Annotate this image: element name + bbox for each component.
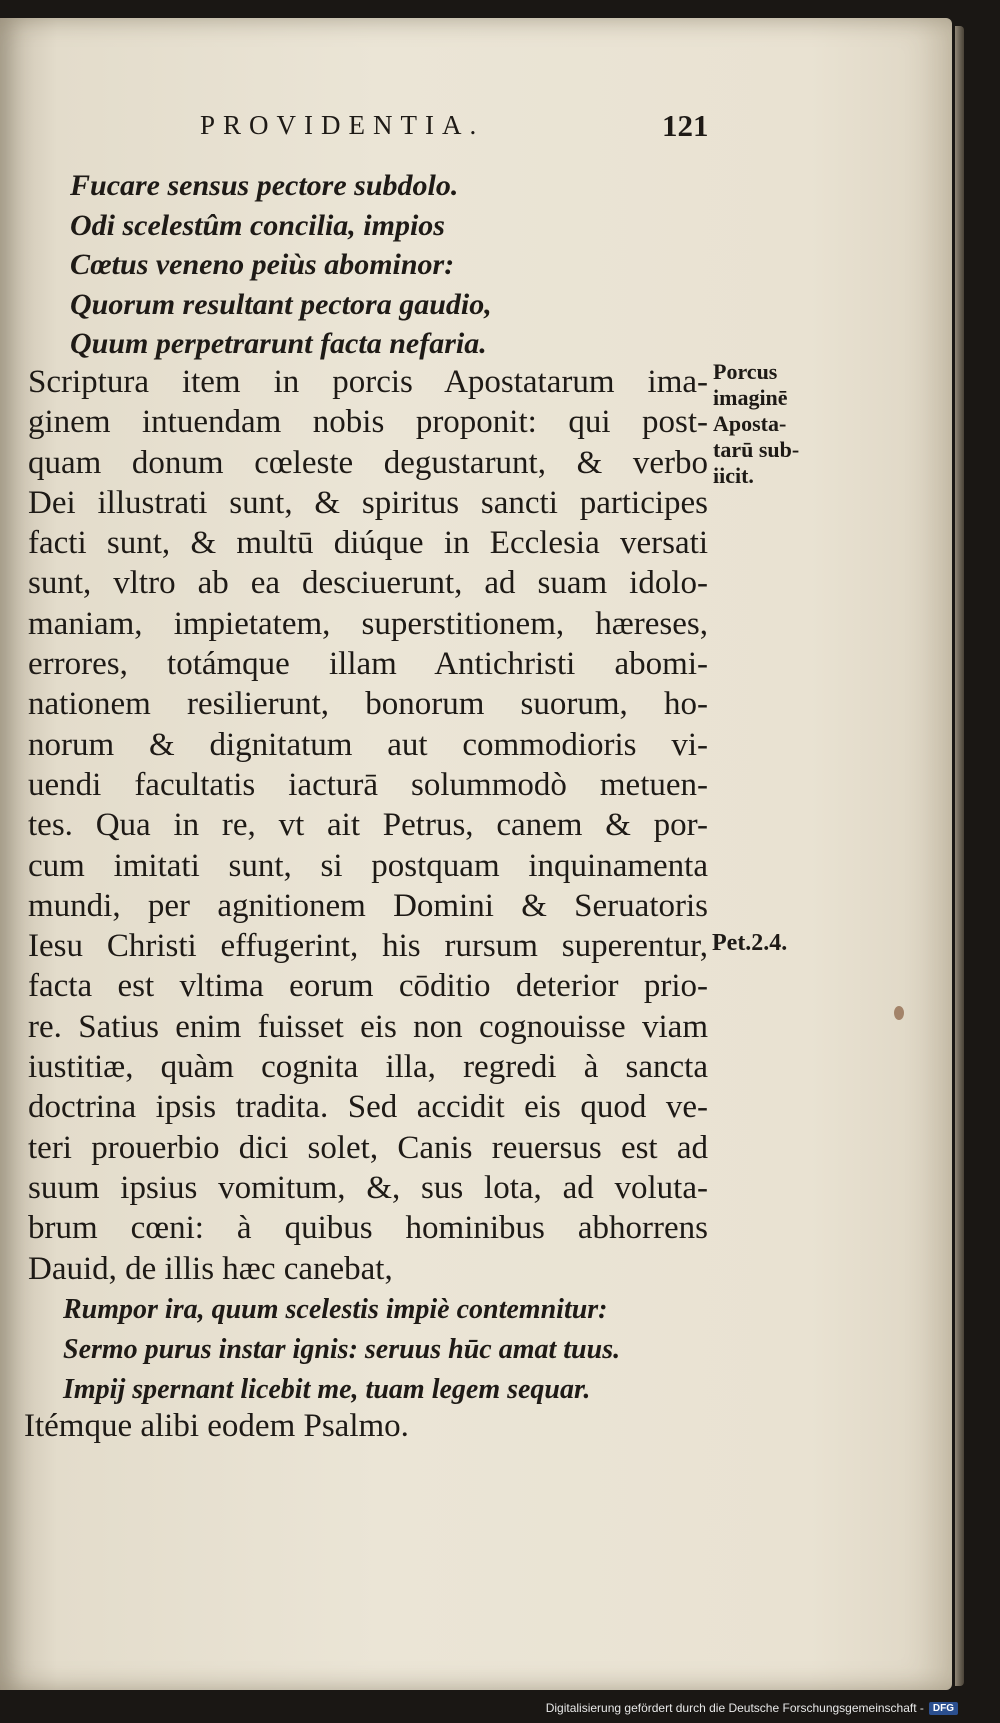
- digitization-credit: [546, 1701, 958, 1715]
- body-line: nationem resilierunt, bonorum suorum, ho-: [28, 686, 708, 723]
- marginal-line: tarū sub-: [713, 437, 800, 462]
- marginal-line: iicit.: [713, 463, 754, 488]
- body-line: doctrina ipsis tradita. Sed accidit eis quod ve-: [28, 1089, 708, 1126]
- body-line: brum cœni: à quibus hominibus abhorrens: [28, 1210, 708, 1247]
- verse-line: Quum perpetrarunt facta nefaria.: [70, 327, 487, 360]
- body-line: mundi, per agnitionem Domini & Seruatoris: [28, 887, 708, 924]
- body-line: tes. Qua in re, vt ait Petrus, canem & por-: [28, 807, 708, 844]
- body-line: facti sunt, & multū diúque in Ecclesia versati: [28, 525, 708, 562]
- body-line: Scriptura item in porcis Apostatarum ima-: [28, 364, 708, 400]
- body-line: Iesu Christi effugerint, his rursum superentur,: [28, 928, 708, 965]
- body-line: errores, totámque illam Antichristi abomi-: [28, 646, 708, 683]
- verse-line: Fucare sensus pectore subdolo.: [70, 169, 459, 202]
- body-line: re. Satius enim fuisset eis non cognouisse viam: [28, 1008, 708, 1045]
- credit-text: Digitalisierung gefördert durch die Deutsche Forschungsgemeinschaft -: [545, 1701, 924, 1715]
- verse-line: Odi scelestûm concilia, impios: [70, 208, 445, 242]
- body-line: cum imitati sunt, si postquam inquinamenta: [28, 847, 708, 884]
- body-line: Dei illustrati sunt, & spiritus sancti participes: [28, 484, 708, 521]
- verse-line: Cœtus veneno peiùs abominor:: [70, 248, 455, 281]
- page-number: 121: [662, 108, 709, 143]
- closing-line: Itémque alibi eodem Psalmo.: [24, 1408, 409, 1444]
- verse-line: Quorum resultant pectora gaudio,: [70, 287, 492, 321]
- book-page: [0, 18, 952, 1690]
- body-line: sunt, vltro ab ea desciuerunt, ad suam idolo-: [28, 565, 708, 602]
- page-edge: [955, 26, 964, 1686]
- marginal-line: Porcus: [713, 359, 778, 384]
- body-line: quam donum cœleste degustarunt, & verbo: [28, 444, 708, 481]
- verse-bottom: [63, 1290, 620, 1410]
- body-text: [28, 362, 708, 1289]
- body-line: Dauid, de illis hæc canebat,: [28, 1250, 393, 1287]
- ink-stain: [894, 1006, 904, 1020]
- body-line: norum & dignitatum aut commodioris vi-: [28, 726, 708, 763]
- body-line: iustitiæ, quàm cognita illa, regredi à sancta: [28, 1049, 708, 1086]
- marginal-line: Aposta-: [713, 411, 787, 436]
- verse-line: Impij spernant licebit me, tuam legem sequar.: [63, 1374, 591, 1405]
- verse-top: [70, 166, 492, 364]
- body-line: suum ipsius vomitum, &, sus lota, ad voluta-: [28, 1169, 708, 1206]
- marginal-note-porcus: [713, 359, 799, 489]
- body-line: teri prouerbio dici solet, Canis reuersus est ad: [28, 1129, 708, 1166]
- running-head: PROVIDENTIA.: [200, 110, 485, 140]
- verse-line: Sermo purus instar ignis: seruus hūc amat tuus.: [63, 1334, 621, 1365]
- dfg-logo-icon: DFG: [929, 1702, 958, 1715]
- marginal-line: imaginē: [713, 385, 788, 410]
- body-line: facta est vltima eorum cōditio deterior prio-: [28, 968, 708, 1005]
- marginal-note-reference: Pet.2.4.: [712, 930, 788, 956]
- verse-line: Rumpor ira, quum scelestis impiè contemnitur:: [63, 1294, 608, 1325]
- body-line: ginem intuendam nobis proponit: qui post-: [28, 404, 708, 441]
- body-line: maniam, impietatem, superstitionem, hæreses,: [28, 605, 708, 642]
- body-line: uendi facultatis iacturā solummodò metuen-: [28, 766, 708, 803]
